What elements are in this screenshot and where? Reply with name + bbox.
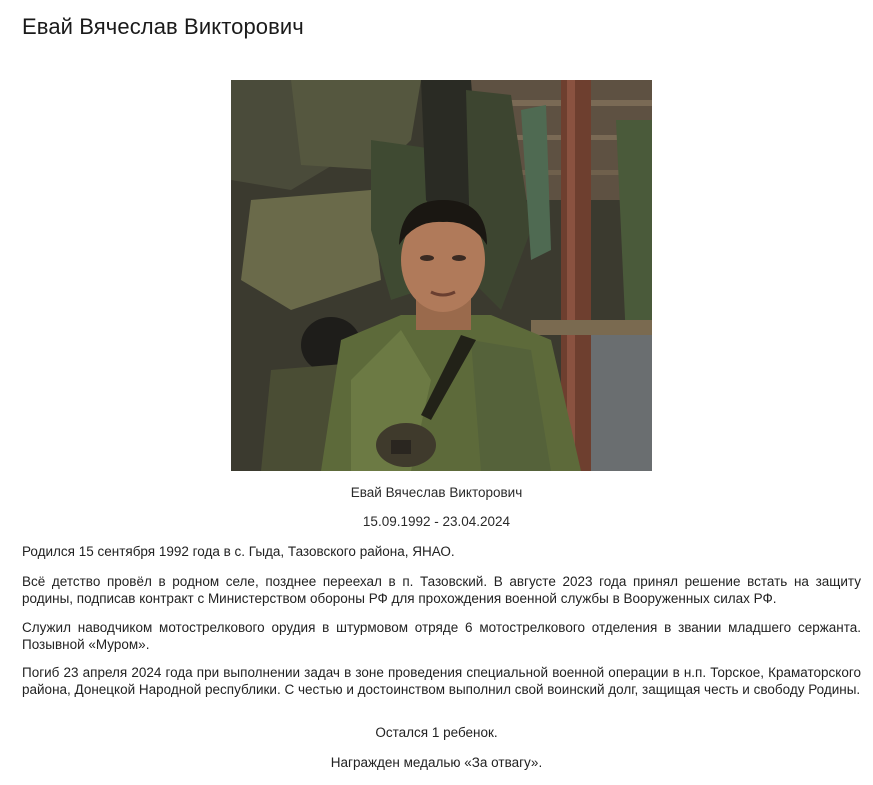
portrait-photo-icon: [231, 80, 652, 471]
children-note: Остался 1 ребенок.: [375, 725, 498, 740]
portrait-photo: [231, 80, 652, 471]
bio-paragraph: Служил наводчиком мотострелкового орудия в штурмовом отряде 6 мотострелкового отделения в звании младшего сержанта. Позывной «Муром».: [22, 620, 861, 652]
bio-paragraph: Погиб 23 апреля 2024 года при выполнении задач в зоне проведения специальной военной операции в н.п. Торское, Краматорского района, Донецкой Народной республики. С честью и достоинством выполнил свой воинский долг, защищая честь и свободу Родины.: [22, 665, 861, 697]
award-note: Награжден медалью «За отвагу».: [330, 755, 543, 770]
photo-caption-dates: 15.09.1992 - 23.04.2024: [362, 514, 511, 529]
page-title: Евай Вячеслав Викторович: [22, 14, 304, 39]
photo-caption-name: Евай Вячеслав Викторович: [350, 485, 523, 500]
bio-paragraph: Родился 15 сентября 1992 года в с. Гыда, Тазовского района, ЯНАО.: [22, 544, 455, 559]
bio-paragraph: Всё детство провёл в родном селе, позднее переехал в п. Тазовский. В августе 2023 года принял решение встать на защиту родины, подписав контракт с Министерством обороны РФ для прохождения военной службы в Вооруженных силах РФ.: [22, 574, 861, 606]
